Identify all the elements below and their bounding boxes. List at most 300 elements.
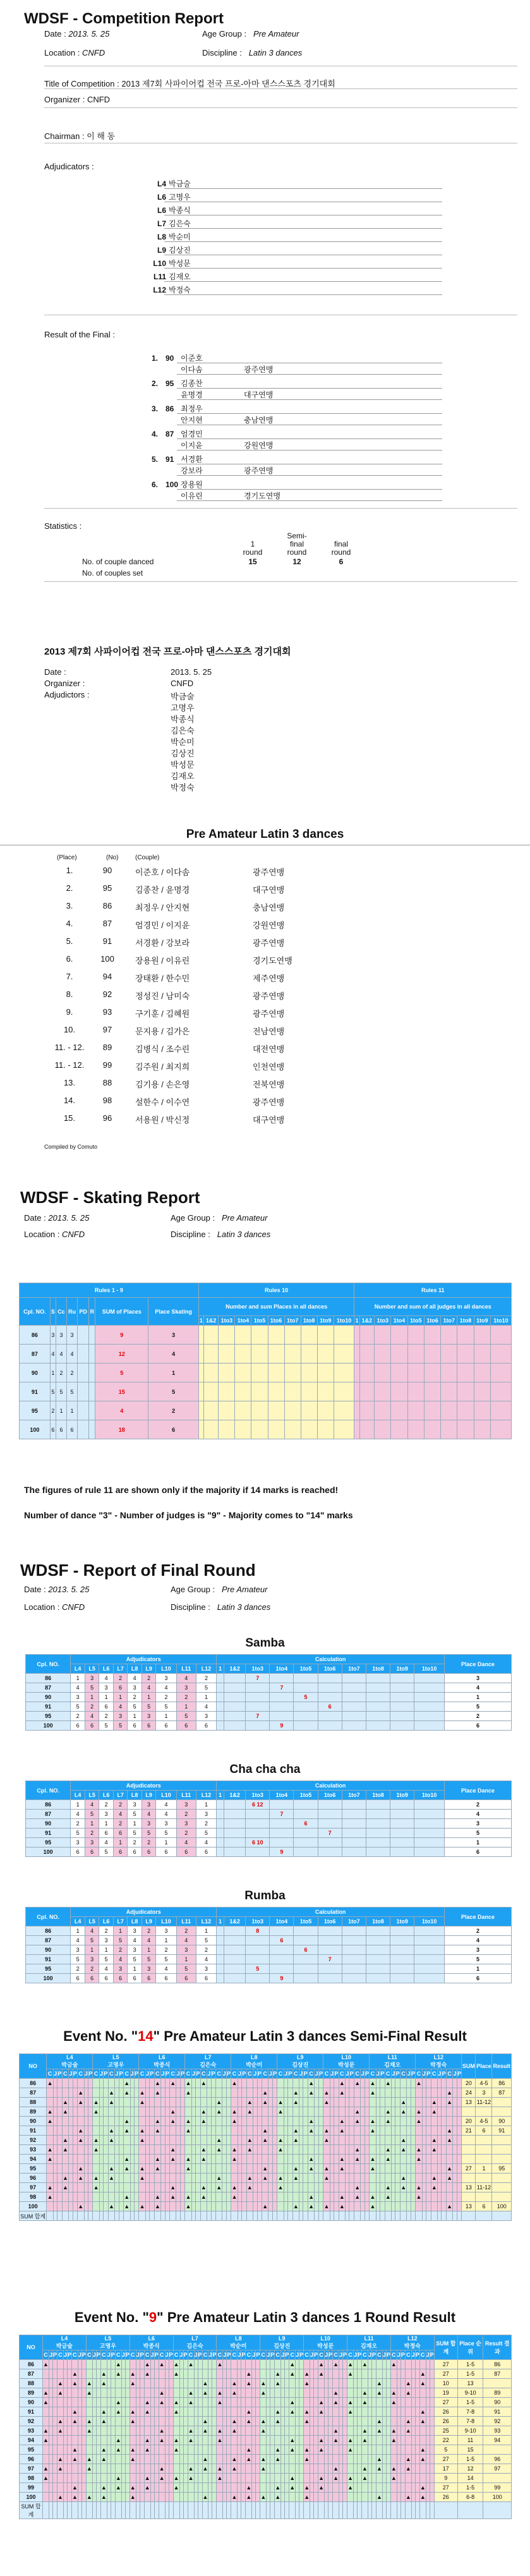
judge-mark: ▲: [43, 2464, 49, 2474]
age-value: Pre Amateur: [253, 29, 299, 39]
judge-mark: [314, 2426, 318, 2436]
judge-mark: ▲: [304, 2445, 310, 2455]
sk-age-value: Pre Amateur: [221, 1213, 268, 1223]
judge-mark: [256, 2388, 260, 2398]
judge-mark: [119, 2088, 123, 2098]
judge-mark: [292, 2145, 299, 2155]
judge-mark: [88, 2136, 92, 2145]
placing-no: 88: [102, 1078, 112, 1087]
judge-mark: [183, 2436, 188, 2445]
judge-mark: [43, 2417, 49, 2426]
judge-mark: [57, 2474, 64, 2483]
judge-mark: [303, 2183, 308, 2192]
rules19-header: Rules 1 - 9: [20, 1283, 199, 1298]
judge-mark: 4: [85, 1712, 99, 1721]
skating-report-title: WDSF - Skating Report: [20, 1188, 200, 1207]
placing-place: 3.: [66, 901, 73, 910]
semi-grid: [19, 2053, 512, 2221]
sub-header: C: [129, 2350, 136, 2360]
judge-mark: [88, 2202, 92, 2211]
calc-col-header: 1&2: [224, 1791, 245, 1800]
sub-header: J: [115, 2069, 119, 2079]
judge-mark: ▲: [246, 2098, 253, 2107]
divider: [44, 508, 517, 509]
judge-mark: [88, 2183, 92, 2192]
rule11-cell: [354, 1364, 359, 1382]
judge-mark: [347, 2417, 354, 2426]
fr-age-row: [171, 1585, 267, 1594]
result-cell: [492, 2155, 512, 2164]
judge-mark: [183, 2417, 188, 2426]
rule10-cell: [317, 1401, 334, 1420]
judge-mark: [211, 2174, 215, 2183]
judge-mark: [358, 2455, 362, 2464]
judge-mark: [415, 2417, 419, 2426]
cpl-no: 91: [26, 1702, 71, 1712]
judge-mark: ▲: [362, 2436, 368, 2445]
judge-mark: [93, 2202, 100, 2211]
judge-mark: ▲: [154, 2079, 161, 2088]
judge-mark: [314, 2407, 318, 2417]
judge-mark: 3: [196, 1810, 216, 1819]
sum-cell: 20: [462, 2079, 476, 2088]
sub-header: J: [426, 2350, 430, 2360]
sum-cell: 26: [434, 2407, 457, 2417]
judge-mark: [73, 2136, 77, 2145]
judge-mark: ▲: [308, 2126, 315, 2136]
judge-header: [47, 2054, 93, 2069]
sub-header: P: [198, 2350, 202, 2360]
adjudicator-name: 김상진: [169, 246, 191, 255]
judge-mark: [180, 2079, 184, 2088]
judge-mark: [111, 2493, 115, 2502]
sub-header: J: [194, 2350, 198, 2360]
sub-header: P: [88, 2069, 92, 2079]
judge-mark: 6: [85, 1974, 99, 1983]
judge-mark: ▲: [304, 2369, 310, 2379]
judge-mark: [196, 2174, 200, 2183]
table-row: [26, 1955, 512, 1964]
judge-mark: [212, 2445, 217, 2455]
result-no: 95: [166, 379, 174, 388]
judge-mark: [318, 2388, 325, 2398]
judge-mark: [349, 2136, 354, 2145]
judge-mark: [88, 2117, 92, 2126]
judge-mark: [285, 2407, 289, 2417]
judge-mark: [358, 2445, 362, 2455]
adjudicator-code: L11: [153, 272, 166, 281]
judge-mark: ▲: [390, 2436, 397, 2445]
judge-mark: ▲: [370, 2088, 376, 2098]
judge-mark: ▲: [370, 2192, 376, 2202]
sum-row-cell: [299, 2502, 304, 2519]
judge-mark: ▲: [354, 2155, 361, 2164]
sub-header: P: [212, 2350, 217, 2360]
rule10-cell: [284, 1382, 301, 1401]
judge-mark: [200, 2126, 207, 2136]
place-cell: 6: [148, 1420, 199, 1439]
rule11-cell: [457, 1364, 474, 1382]
calc-cell: [342, 1800, 366, 1810]
judge-mark: ▲: [139, 2088, 146, 2098]
judge-mark: ▲: [231, 2426, 238, 2436]
dance-place: 4: [66, 1345, 77, 1364]
judge-mark: ▲: [339, 2202, 346, 2211]
judge-mark: [198, 2436, 202, 2445]
judge-mark: [144, 2388, 150, 2398]
judge-mark: [198, 2474, 202, 2483]
judge-mark: [173, 2426, 179, 2436]
sub-header: C: [400, 2069, 407, 2079]
calc-cell: [414, 1683, 445, 1693]
calc-col-header: 1to9: [390, 1664, 414, 1674]
sum-row-label: SUM 합계: [20, 2211, 47, 2221]
judge-mark: ▲: [71, 2369, 78, 2379]
calc-col-header: 1to3: [246, 1791, 270, 1800]
judge-mark: 6: [71, 1974, 85, 1983]
judge-mark: [196, 2155, 200, 2164]
place-cell: 7-8: [457, 2417, 483, 2426]
judge-mark: [371, 2474, 376, 2483]
judge-mark: ▲: [154, 2164, 161, 2174]
judge-mark: [401, 2379, 405, 2388]
judge-mark: ▲: [246, 2369, 252, 2379]
judge-mark: ▲: [419, 2407, 426, 2417]
judge-mark: 2: [113, 1945, 128, 1955]
calc-cell: [342, 1964, 366, 1974]
sum-cell: 20: [462, 2117, 476, 2126]
judge-mark: ▲: [362, 2426, 368, 2436]
judge-mark: [169, 2474, 173, 2483]
dance-table: [25, 1781, 512, 1857]
judge-name: 박정숙: [430, 2062, 447, 2068]
calc-cell: [246, 1847, 270, 1857]
judge-mark: [362, 2369, 368, 2379]
judge-mark: [154, 2464, 159, 2474]
calc-cell: [217, 1721, 224, 1731]
judge-mark: ▲: [169, 2117, 176, 2126]
table-row: [20, 2107, 512, 2117]
judge-mark: ▲: [217, 2436, 223, 2445]
judge-mark: [288, 2183, 292, 2192]
r-cell: [89, 1364, 95, 1382]
judge-mark: [134, 2136, 138, 2145]
judge-mark: [140, 2445, 144, 2455]
judge-header: [323, 2054, 370, 2069]
sub-header: P: [242, 2069, 246, 2079]
rule10-cell: [235, 1345, 251, 1364]
sum-row-cell: [139, 2211, 146, 2221]
table-row: [20, 2464, 512, 2474]
judge-mark: [100, 2474, 107, 2483]
judge-mark: ▲: [390, 2388, 397, 2398]
judge-mark: [442, 2136, 446, 2145]
judge-mark: [169, 2388, 173, 2398]
rule11-cell: [375, 1401, 391, 1420]
table-row: [26, 1838, 512, 1847]
judge-mark: [119, 2164, 123, 2174]
sum-row-cell: [81, 2502, 86, 2519]
judge-mark: [270, 2388, 275, 2398]
judge-mark: [196, 2192, 200, 2202]
judge-header: [173, 2335, 217, 2350]
judge-mark: [111, 2436, 115, 2445]
final-round-report: [0, 1561, 530, 2016]
table-row: [20, 1420, 512, 1439]
judge-mark: [73, 2174, 77, 2183]
result-no: 87: [166, 430, 174, 438]
sum-cell: 17: [434, 2464, 457, 2474]
judge-mark: [256, 2379, 260, 2388]
judge-mark: ▲: [188, 2398, 194, 2407]
sub-header: P: [196, 2069, 200, 2079]
judge-mark: [227, 2369, 231, 2379]
rule10-cell: [317, 1345, 334, 1364]
judge-mark: [289, 2493, 296, 2502]
judge-mark: ▲: [304, 2483, 310, 2493]
judge-mark: [81, 2474, 86, 2483]
judge-mark: ▲: [431, 2098, 438, 2107]
result-row: [152, 353, 203, 363]
result-row-2: [181, 414, 273, 425]
sum-row-cell: [119, 2211, 123, 2221]
judge-mark: [215, 2164, 222, 2174]
judge-mark: ▲: [217, 2398, 223, 2407]
judge-mark: [169, 2098, 176, 2107]
judge-mark: ▲: [318, 2436, 325, 2445]
judge-mark: [111, 2483, 115, 2493]
calc-cell: [390, 1974, 414, 1983]
judge-mark: ▲: [93, 2107, 100, 2117]
judge-mark: [292, 2117, 299, 2126]
sub-header: J: [296, 2350, 299, 2360]
judge-mark: [364, 2164, 369, 2174]
round1-result: [0, 2309, 530, 2575]
rule10-cell: [251, 1345, 268, 1364]
judge-mark: [227, 2426, 231, 2436]
judge-mark: [150, 2145, 154, 2155]
judge-mark: [226, 2117, 231, 2126]
dance-header: Ru: [66, 1298, 77, 1326]
sub-header: P: [226, 2069, 231, 2079]
judge-mark: [115, 2464, 121, 2474]
judge-mark: [134, 2202, 138, 2211]
judge-mark: ▲: [289, 2436, 296, 2445]
judge-mark: ▲: [173, 2398, 179, 2407]
judge-mark: [196, 2145, 200, 2155]
judge-mark: ▲: [416, 2192, 423, 2202]
summary-adjudicator: 고명우: [171, 703, 195, 713]
judge-mark: [256, 2369, 260, 2379]
judge-mark: [154, 2417, 159, 2426]
judge-mark: [430, 2398, 434, 2407]
judge-mark: [442, 2079, 446, 2088]
judge-mark: [67, 2474, 71, 2483]
judge-mark: [212, 2417, 217, 2426]
place-cell: 4-5: [476, 2117, 492, 2126]
judge-code: L7: [191, 2335, 198, 2342]
dance-place: 6: [66, 1420, 77, 1439]
compiled-by: Compiled by Comuto: [44, 1144, 98, 1150]
judge-mark: [73, 2192, 77, 2202]
judge-mark: 4: [176, 1936, 196, 1945]
judge-mark: [364, 2202, 369, 2211]
judge-mark: [81, 2436, 86, 2445]
judge-mark: [211, 2164, 215, 2174]
round1-event-no: 9: [148, 2309, 157, 2325]
judge-mark: [260, 2398, 267, 2407]
judge-mark: ▲: [385, 2183, 392, 2192]
judge-mark: [256, 2436, 260, 2445]
placing-place: 7.: [66, 972, 73, 981]
place-cell: 5: [148, 1382, 199, 1401]
judge-mark: [211, 2192, 215, 2202]
dance-place: 4: [56, 1345, 67, 1364]
sum-cell: 27: [434, 2483, 457, 2493]
skating-grid: [19, 1283, 512, 1439]
judge-mark: [457, 2107, 461, 2117]
judge-mark: ▲: [93, 2145, 100, 2155]
sub-header: J: [165, 2350, 169, 2360]
judge-mark: ▲: [231, 2417, 238, 2426]
judge-mark: ▲: [47, 2117, 54, 2126]
judge-mark: ▲: [277, 2174, 284, 2183]
judge-mark: [362, 2379, 368, 2388]
judge-mark: ▲: [370, 2117, 376, 2126]
judge-mark: [347, 2455, 354, 2464]
judge-mark: [217, 2493, 223, 2502]
judge-mark: [104, 2088, 108, 2098]
judge-mark: [430, 2379, 434, 2388]
judge-mark: [277, 2192, 284, 2202]
judge-mark: ▲: [185, 2155, 192, 2164]
judge-mark: [93, 2117, 100, 2126]
judge-mark: [242, 2126, 246, 2136]
judge-mark: ▲: [129, 2417, 136, 2426]
judge-mark: ▲: [108, 2174, 115, 2183]
cpl-no: 91: [26, 1955, 71, 1964]
rule11-cell: [407, 1345, 424, 1364]
judge-mark: [288, 2107, 292, 2117]
judge-mark: [260, 2436, 267, 2445]
sk-date-value: 2013. 5. 25: [48, 1213, 90, 1223]
sub-header: P: [272, 2069, 277, 2079]
judge-mark: [401, 2436, 405, 2445]
header-row: [20, 1283, 512, 1298]
round1-title-post: Pre Amateur Latin 3 dances 1 Round Result: [167, 2309, 456, 2325]
rule10-cell: [219, 1401, 235, 1420]
judge-mark: ▲: [188, 2388, 194, 2398]
judge-mark: [371, 2493, 376, 2502]
judge-code: L7: [205, 2054, 212, 2060]
judge-mark: [275, 2426, 281, 2436]
sum-row-cell: [144, 2502, 150, 2519]
rule11-cell: [424, 1401, 440, 1420]
calc-cell: [414, 1721, 445, 1731]
judge-mark: ▲: [159, 2360, 165, 2369]
placing-couple: 장태환 / 한수민: [135, 974, 190, 983]
competition-summary: [0, 644, 530, 1175]
judge-mark: [364, 2088, 369, 2098]
judge-mark: ▲: [115, 2436, 121, 2445]
result-header: Result 결과: [483, 2335, 512, 2360]
judge-mark: [52, 2360, 57, 2369]
sub-header: J: [268, 2069, 272, 2079]
sk-date-label: Date :: [24, 1213, 46, 1223]
judge-code: L10: [341, 2054, 351, 2060]
judge-mark: [401, 2398, 405, 2407]
sub-header: P: [411, 2069, 415, 2079]
judge-mark: [52, 2379, 57, 2388]
judge-header: L8: [128, 1791, 142, 1800]
judge-mark: [104, 2136, 108, 2145]
judge-mark: [212, 2493, 217, 2502]
judge-mark: [304, 2398, 310, 2407]
judge-mark: [415, 2464, 419, 2474]
result-no: 86: [166, 404, 174, 413]
sum-cell: [462, 2145, 476, 2155]
rule11-cell: [359, 1345, 375, 1364]
calc-cell: 7: [318, 1829, 342, 1838]
rule10-cell: [251, 1326, 268, 1345]
judge-mark: [196, 2126, 200, 2136]
judge-header: L11: [176, 1917, 196, 1926]
sum-cell: 13: [462, 2202, 476, 2211]
summary-date-label: Date :: [44, 667, 66, 677]
judge-mark: [270, 2455, 275, 2464]
judge-mark: [415, 2493, 419, 2502]
calc-cell: [224, 1955, 245, 1964]
judge-mark: [104, 2174, 108, 2183]
rule10-cell: [203, 1420, 218, 1439]
judge-mark: ▲: [123, 2117, 130, 2126]
judge-mark: 3: [196, 1712, 216, 1721]
judge-mark: 5: [142, 1955, 156, 1964]
adjudicator-code: L10: [153, 259, 166, 268]
calc-cell: [366, 1838, 390, 1847]
judge-mark: [129, 2388, 136, 2398]
judge-mark: [426, 2192, 431, 2202]
placing-no: 95: [102, 883, 112, 893]
judge-mark: [430, 2426, 434, 2436]
judge-mark: ▲: [200, 2107, 207, 2117]
judge-mark: [270, 2398, 275, 2407]
judge-mark: [380, 2136, 385, 2145]
judge-mark: [419, 2360, 426, 2369]
rule10-cell: [317, 1364, 334, 1382]
judge-mark: [314, 2483, 318, 2493]
date-label: Date :: [44, 29, 66, 39]
judge-mark: [275, 2398, 281, 2407]
r-header: R: [89, 1298, 95, 1326]
judge-mark: [212, 2426, 217, 2436]
judge-mark: 6: [113, 1829, 128, 1838]
judge-mark: [119, 2098, 123, 2107]
judge-mark: [318, 2379, 325, 2388]
judge-mark: [354, 2174, 361, 2183]
judge-mark: [270, 2417, 275, 2426]
judge-mark: [183, 2360, 188, 2369]
header-row: [26, 1908, 512, 1917]
sum-row-cell: [129, 2502, 136, 2519]
judge-mark: [242, 2174, 246, 2183]
calc-cell: [270, 1945, 294, 1955]
judge-mark: ▲: [43, 2426, 49, 2436]
judge-mark: [446, 2117, 453, 2126]
calc-col-header: 1to6: [318, 1917, 342, 1926]
judge-mark: [256, 2455, 260, 2464]
judge-mark: [96, 2464, 100, 2474]
